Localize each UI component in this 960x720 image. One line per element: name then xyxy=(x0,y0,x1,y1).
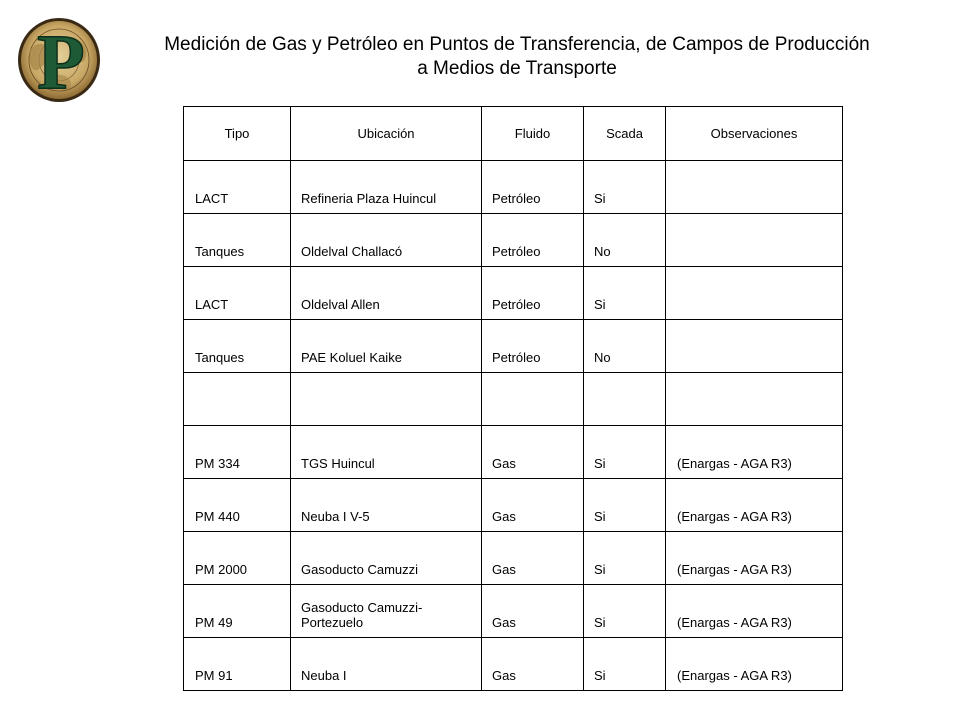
table-row xyxy=(184,585,843,638)
table-row xyxy=(184,320,843,373)
cell-fluido: Gas xyxy=(482,532,584,585)
cell-observaciones xyxy=(666,161,843,214)
column-header-ubicacion: Ubicación xyxy=(291,107,482,161)
table-row xyxy=(184,532,843,585)
cell-scada: Si xyxy=(584,479,666,532)
cell-fluido: Gas xyxy=(482,479,584,532)
cell-observaciones xyxy=(666,214,843,267)
table-row xyxy=(184,479,843,532)
cell-scada: Si xyxy=(584,585,666,638)
column-header-observaciones: Observaciones xyxy=(666,107,843,161)
cell-tipo: Tanques xyxy=(184,320,291,373)
cell-tipo xyxy=(184,373,291,426)
cell-observaciones: (Enargas - AGA R3) xyxy=(666,532,843,585)
cell-ubicacion: Gasoducto Camuzzi-Portezuelo xyxy=(291,585,482,638)
table-row-empty xyxy=(184,373,843,426)
cell-scada: Si xyxy=(584,638,666,691)
column-header-fluido: Fluido xyxy=(482,107,584,161)
cell-observaciones: (Enargas - AGA R3) xyxy=(666,426,843,479)
cell-scada xyxy=(584,373,666,426)
cell-tipo: LACT xyxy=(184,267,291,320)
cell-ubicacion xyxy=(291,373,482,426)
page-title-line-1: Medición de Gas y Petróleo en Puntos de Transferencia, de Campos de Producción xyxy=(164,34,870,55)
cell-ubicacion: TGS Huincul xyxy=(291,426,482,479)
cell-tipo: PM 91 xyxy=(184,638,291,691)
cell-fluido: Gas xyxy=(482,585,584,638)
table-header-row xyxy=(184,107,843,161)
cell-ubicacion: Gasoducto Camuzzi xyxy=(291,532,482,585)
cell-tipo: LACT xyxy=(184,161,291,214)
transfer-points-table xyxy=(183,106,843,691)
cell-ubicacion: Oldelval Challacó xyxy=(291,214,482,267)
column-header-scada: Scada xyxy=(584,107,666,161)
cell-scada: No xyxy=(584,320,666,373)
cell-fluido: Gas xyxy=(482,638,584,691)
svg-text:P: P xyxy=(37,18,85,105)
cell-ubicacion: Neuba I V-5 xyxy=(291,479,482,532)
cell-ubicacion: Neuba I xyxy=(291,638,482,691)
cell-tipo: PM 49 xyxy=(184,585,291,638)
table-row xyxy=(184,161,843,214)
page-title xyxy=(112,33,922,81)
cell-observaciones: (Enargas - AGA R3) xyxy=(666,479,843,532)
cell-scada: Si xyxy=(584,161,666,214)
cell-scada: Si xyxy=(584,267,666,320)
cell-ubicacion: Refineria Plaza Huincul xyxy=(291,161,482,214)
table-row xyxy=(184,638,843,691)
cell-scada: Si xyxy=(584,532,666,585)
cell-observaciones xyxy=(666,373,843,426)
column-header-tipo: Tipo xyxy=(184,107,291,161)
cell-scada: Si xyxy=(584,426,666,479)
cell-tipo: Tanques xyxy=(184,214,291,267)
cell-observaciones xyxy=(666,320,843,373)
cell-fluido: Petróleo xyxy=(482,214,584,267)
cell-ubicacion: PAE Koluel Kaike xyxy=(291,320,482,373)
cell-fluido: Gas xyxy=(482,426,584,479)
company-logo xyxy=(14,10,104,106)
cell-tipo: PM 334 xyxy=(184,426,291,479)
table-row xyxy=(184,426,843,479)
cell-fluido: Petróleo xyxy=(482,267,584,320)
cell-tipo: PM 440 xyxy=(184,479,291,532)
page-title-line-2: a Medios de Transporte xyxy=(417,58,617,79)
cell-ubicacion: Oldelval Allen xyxy=(291,267,482,320)
cell-fluido xyxy=(482,373,584,426)
cell-fluido: Petróleo xyxy=(482,320,584,373)
table-row xyxy=(184,267,843,320)
cell-scada: No xyxy=(584,214,666,267)
cell-observaciones: (Enargas - AGA R3) xyxy=(666,638,843,691)
cell-observaciones xyxy=(666,267,843,320)
cell-fluido: Petróleo xyxy=(482,161,584,214)
table-row xyxy=(184,214,843,267)
cell-tipo: PM 2000 xyxy=(184,532,291,585)
cell-observaciones: (Enargas - AGA R3) xyxy=(666,585,843,638)
